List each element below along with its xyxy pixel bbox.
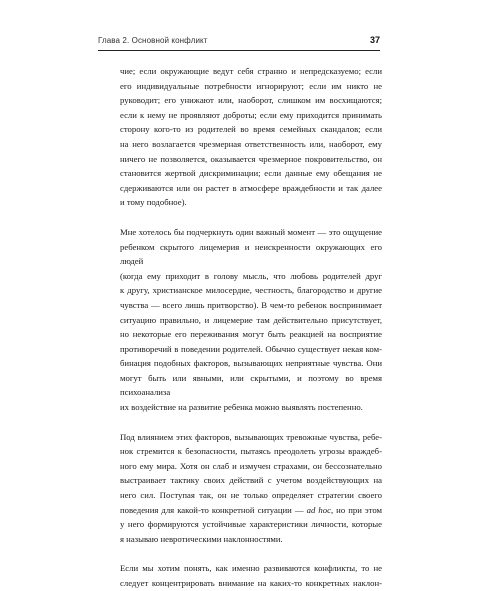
text-line: но некоторые его переживания могут быть реакцией на восприятие [120, 329, 382, 340]
paragraph [120, 561, 382, 590]
paragraph [120, 64, 382, 210]
running-header [98, 36, 380, 48]
header-rule [98, 50, 380, 51]
text-line: Если мы хотим понять, как именно развиваются конфликты, то не [120, 563, 382, 574]
paragraph-gap [120, 210, 382, 225]
text-line: бинация подобных факторов, вызывающих неприятные чувства. Они [120, 358, 382, 369]
text-line: сдерживаются или он растет в атмосфере враждебности и так далее [120, 182, 382, 193]
text-line: Мне хотелось бы подчеркнуть один важный момент — это ощущение [120, 226, 382, 237]
text-line: следует концентрировать внимание на каких-то конкретных наклон- [120, 578, 382, 588]
text-line: их воздействие на развитие ребенка можно выявлять постепенно. [120, 402, 363, 413]
text-line: его индивидуальные потребности игнорируют; если им никто не [120, 80, 382, 91]
paragraph [120, 225, 382, 415]
text-line: к другу, христианское милосердие, честность, благородство и другие [120, 285, 382, 296]
chapter-title: Глава 2. Основной конфликт [98, 36, 208, 45]
text-line: если к нему не проявляют доброты; если ему приходится принимать [120, 109, 382, 120]
text-line: ного ему мира. Хотя он слаб и измучен страхами, он бессознательно [120, 460, 382, 471]
page-number: 37 [369, 35, 380, 45]
italic-term: ad hoc [306, 504, 331, 515]
text-line: выстраивает тактику своих действий с учетом воздействующих на [120, 475, 382, 486]
text-line: ситуацию правильно, и лицемерие там действительно присутствует, [120, 314, 382, 325]
paragraph-gap [120, 546, 382, 561]
text-line: и тому подобное). [120, 197, 187, 208]
text-line: сторону кого-то из родителей во время семейных скандалов; если [120, 124, 382, 135]
text-line: поведения для какой-то конкретной ситуации — ad hoc, но при этом [120, 504, 383, 515]
text-line: могут быть или явными, или скрытыми, и поэтому во время психоанализа [120, 372, 382, 398]
text-line: нок стремится к безопасности, пытаясь преодолеть угрозы враждеб- [120, 446, 382, 457]
text-line: него сил. Поступая так, он не только определяет стратегии своего [120, 490, 382, 501]
text-line: у него формируются устойчивые характеристики личности, которые [120, 519, 382, 530]
text-line: чувства — всего лишь притворство). В чем-то ребенок воспринимает [120, 299, 382, 310]
text-line: Под влиянием этих факторов, вызывающих тревожные чувства, ребе- [120, 431, 382, 442]
text-line: руководит; его унижают или, наоборот, слишком им восхищаются; [120, 95, 382, 106]
text-line: чие; если окружающие ведут себя странно и непредсказуемо; если [120, 66, 382, 76]
text-line: противоречий в поведении родителей. Обычно существует некая ком- [120, 343, 382, 354]
text-line: (когда ему приходит в голову мысль, что любовь родителей друг [120, 270, 382, 281]
paragraph-gap [120, 415, 382, 430]
text-line: ребенком скрытого лицемерия и неискренности окружающих его людей [120, 241, 382, 267]
text-line: на него возлагается чрезмерная ответственность или, наоборот, ему [120, 138, 382, 149]
page-body [120, 64, 382, 591]
paragraph [120, 430, 382, 547]
text-line: ничего не позволяется, оказывается чрезмерное покровительство, он [120, 153, 382, 164]
text-line: становится жертвой дискриминации; если данные ему обещания не [120, 168, 382, 179]
text-line: я называю невротическими наклонностями. [120, 533, 283, 544]
